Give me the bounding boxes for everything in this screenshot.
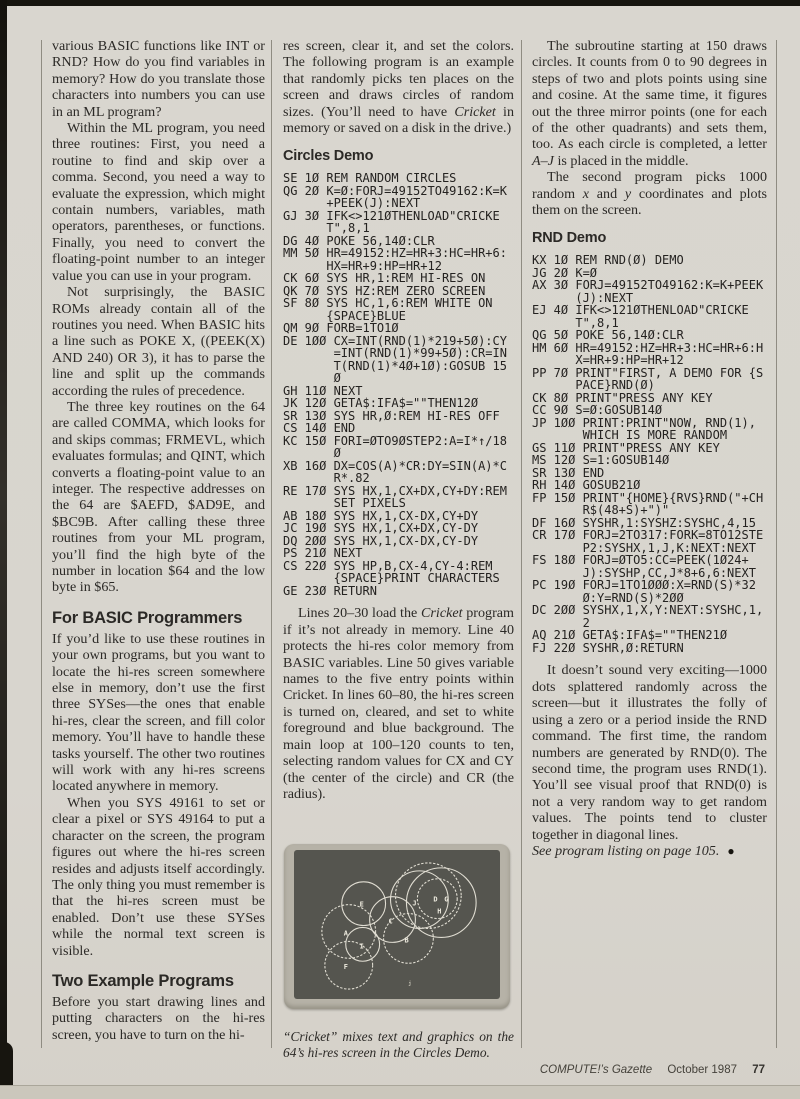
svg-text:H: H bbox=[437, 907, 442, 916]
text-run: Lines 20–30 load the bbox=[298, 605, 422, 622]
page-footer bbox=[440, 1064, 765, 1076]
footer-issue-date: October 1987 bbox=[667, 1064, 737, 1076]
svg-text:C: C bbox=[388, 917, 393, 926]
paragraph-col2-1 bbox=[283, 38, 514, 136]
listing-heading-rnd-demo: RND Demo bbox=[532, 230, 607, 247]
code-line: PP 7Ø PRINT"FIRST, A DEMO FOR {SPACE}RND(Ø) bbox=[532, 365, 764, 393]
text-run: y bbox=[624, 185, 632, 202]
column-1 bbox=[52, 38, 265, 1043]
code-line: FP 15Ø PRINT"{HOME}{RVS}RND("+CHR$(48+S)+")" bbox=[532, 490, 764, 518]
paragraph-col1-4: The three key routines on the 64 are called COMMA, which looks for and skips commas; FRMEVL, which evaluates formulas; and QINT, which converts a floating-point value to an integer. The respective addresses on the 64 are $AEFD, $AD9E, and $BC9B. After calling these three routines from your ML program, you’ll find the high byte of the number in location $64 and the low byte in $65. bbox=[52, 398, 265, 596]
code-line: AB 18Ø SYS HX,1,CX-DX,CY+DY bbox=[283, 508, 479, 523]
code-line: FJ 22Ø SYSHR,Ø:RETURN bbox=[532, 640, 684, 655]
text-run: x bbox=[582, 185, 590, 202]
code-line: RH 14Ø GOSUB21Ø bbox=[532, 478, 641, 493]
see-program-listing-note bbox=[532, 843, 767, 859]
paragraph-col1-5: If you’d like to use these routines in your own programs, but you want to locate the hi-res screen somewhere else in memory, don’t use the first three SYSes—the ones that enable hi-res, clear the screen, and fill color memory. You’ll have to handle these tasks yourself. The other two routines will work with any hi-res screens located anywhere in memory. bbox=[52, 630, 265, 795]
svg-text:G: G bbox=[444, 895, 449, 904]
code-line: MM 5Ø HR=49152:HZ=HR+3:HC=HR+6:HX=HR+9:HP=HR+12 bbox=[283, 246, 507, 273]
code-line: CC 9Ø S=Ø:GOSUB14Ø bbox=[532, 403, 663, 418]
svg-text:J: J bbox=[412, 899, 417, 908]
code-line: HM 6Ø HR=49152:HZ=HR+3:HC=HR+6:HX=HR+9:HP=HR+12 bbox=[532, 340, 764, 368]
code-line: EJ 4Ø IFK<>121ØTHENLOAD"CRICKET",8,1 bbox=[532, 303, 749, 330]
code-line: DQ 2ØØ SYS HX,1,CX-DX,CY-DY bbox=[283, 533, 479, 548]
code-line: JP 1ØØ PRINT:PRINT"NOW, RND(1), WHICH IS MORE RANDOM bbox=[532, 415, 764, 443]
text-run: program if it’s not already in memory. Line 40 protects the hi-res color memory from BASIC variables. Line 50 gives variable names to the five entry points within Cricket. In lines 60–80, the hi-res screen is turned on, cleared, and set to white foreground and blue background. The main loop at 100–120 counts to ten, selecting random values for CX and CY (the center of the circle) and CR (the radius). bbox=[283, 605, 514, 802]
code-line: QG 2Ø K=Ø:FORJ=49152TO49162:K=K+PEEK(J):NEXT bbox=[283, 183, 507, 211]
text-run: res screen, clear it, and set the colors. The following program is an example that randomly picks ten places on the screen and draws circles of random sizes. (You’ll need to have bbox=[283, 38, 514, 120]
code-line: JK 12Ø GETA$:IFA$=""THEN12Ø bbox=[283, 396, 479, 411]
scan-bottom-band bbox=[0, 1085, 800, 1099]
column-3 bbox=[532, 38, 767, 859]
column-2 bbox=[283, 38, 515, 1061]
paragraph-col1-1: various BASIC functions like INT or RND? How do you find variables in memory? How do you translate those characters into numbers you can use in an ML program? bbox=[52, 38, 265, 120]
code-line: GJ 3Ø IFK<>121ØTHENLOAD"CRICKET",8,1 bbox=[283, 208, 500, 236]
svg-text:A: A bbox=[343, 929, 348, 938]
paragraph-col3-3: It doesn’t sound very exciting—1000 dots splattered randomly across the screen—but it illustrates the folly of using a zero or a period inside the RND command. The first time, the random numbers are generated by RND(0). The second time, the program uses RND(1). You’ll see visual proof that RND(0) is not a very random way to get random values. The points tend to cluster together in diagonal lines. bbox=[532, 662, 767, 843]
paragraph-col1-7: Before you start drawing lines and putting characters on the hi-res screen, you have to turn on the hi- bbox=[52, 993, 265, 1043]
svg-text:D: D bbox=[433, 895, 438, 904]
paragraph-col3-1 bbox=[532, 38, 767, 169]
code-line: QG 5Ø POKE 56,14Ø:CLR bbox=[532, 328, 684, 343]
code-line: GE 23Ø RETURN bbox=[283, 583, 377, 598]
code-line: KX 1Ø REM RND(Ø) DEMO bbox=[532, 253, 684, 268]
code-line: DC 2ØØ SYSHX,1,X,Y:NEXT:SYSHC,1,2 bbox=[532, 603, 764, 630]
paragraph-col1-3: Not surprisingly, the BASIC ROMs already contain all of the routines you need. When BASIC hits a line such as POKE X, ((PEEK(X) AND 240) OR 3), it has to parse the line and split up the commands according the rules of precedence. bbox=[52, 284, 265, 399]
code-line: PS 21Ø NEXT bbox=[283, 546, 363, 561]
listing-heading-circles-demo: Circles Demo bbox=[283, 148, 374, 165]
column-rule-1-2 bbox=[271, 40, 272, 1048]
end-of-article-mark: ● bbox=[727, 843, 735, 858]
text-run: The subroutine starting at 150 draws circles. It counts from 0 to 90 degrees in steps of two and plots points using sine and cosine. At the same time, it figures out the three mirror points (one for each of the other quadrants) and sets them, too. As each circle is completed, a letter bbox=[532, 38, 767, 153]
code-line: AQ 21Ø GETA$:IFA$=""THEN21Ø bbox=[532, 628, 728, 643]
code-line: QK 7Ø SYS HZ:REM ZERO SCREEN bbox=[283, 283, 486, 298]
code-line: CS 22Ø SYS HP,B,CX-4,CY-4:REM {SPACE}PRINT CHARACTERS bbox=[283, 558, 500, 586]
section-heading-two-example-programs: Two Example Programs bbox=[52, 971, 234, 990]
code-line: AX 3Ø FORJ=49152TO49162:K=K+PEEK(J):NEXT bbox=[532, 278, 764, 305]
code-line: XB 16Ø DX=COS(A)*CR:DY=SIN(A)*CR*.82 bbox=[283, 458, 507, 486]
see-listing-text: See program listing on page 105. bbox=[532, 842, 720, 859]
code-line: SR 13Ø SYS HR,Ø:REM HI-RES OFF bbox=[283, 408, 500, 423]
text-run: is placed in the middle. bbox=[553, 152, 689, 169]
footer-magazine-name: COMPUTE!’s Gazette bbox=[539, 1064, 653, 1076]
paragraph-col1-6: When you SYS 49161 to set or clear a pixel or SYS 49164 to put a character on the screen, the program figures out where the hi-res screen resides and adjusts itself accordingly. The only thing you must remember is that the hi-res screen must be enabled. Don’t use these SYSes while the normal text screen is visible. bbox=[52, 794, 265, 959]
text-run: coordinates and plots them on the screen. bbox=[532, 185, 767, 219]
text-run: A–J bbox=[532, 152, 554, 169]
text-run: in memory or saved on a disk in the drive.) bbox=[283, 103, 514, 137]
code-line: DE 1ØØ CX=INT(RND(1)*219+5Ø):CY=INT(RND(1)*99+5Ø):CR=INT(RND(1)*4Ø+1Ø):GOSUB 15Ø bbox=[283, 333, 507, 386]
code-line: DG 4Ø POKE 56,14Ø:CLR bbox=[283, 233, 435, 248]
circles-demo-graphic bbox=[294, 850, 500, 999]
code-line: QM 9Ø FORB=1TO1Ø bbox=[283, 321, 399, 336]
text-run: The second program picks 1000 random bbox=[532, 169, 767, 202]
column-rule-2-3 bbox=[521, 40, 522, 1048]
code-line: PC 19Ø FORJ=1TO1ØØØ:X=RND(S)*32Ø:Y=RND(S)*2ØØ bbox=[532, 578, 756, 605]
section-heading-for-basic-programmers: For BASIC Programmers bbox=[52, 608, 243, 627]
monitor-photo bbox=[284, 844, 510, 1009]
code-line: MS 12Ø S=1:GOSUB14Ø bbox=[532, 453, 670, 468]
code-line: SE 1Ø REM RANDOM CIRCLES bbox=[283, 171, 457, 186]
text-run: Cricket bbox=[421, 605, 463, 622]
code-line: FS 18Ø FORJ=ØTO5:CC=PEEK(1Ø24+J):SYSHP,CC,J*8+6,6:NEXT bbox=[532, 553, 756, 580]
paragraph-col3-2 bbox=[532, 169, 767, 218]
paragraph-col2-2 bbox=[283, 605, 514, 802]
scan-edge-top bbox=[0, 0, 800, 6]
text-run: Cricket bbox=[454, 103, 496, 120]
code-line: CK 8Ø PRINT"PRESS ANY KEY bbox=[532, 390, 713, 405]
text-run: and bbox=[589, 185, 625, 202]
code-line: DF 16Ø SYSHR,1:SYSHZ:SYSHC,4,15 bbox=[532, 515, 756, 530]
code-line: CR 17Ø FORJ=2TO317:FORK=8TO12STEP2:SYSHX,1,J,K:NEXT:NEXT bbox=[532, 528, 764, 555]
svg-text:I: I bbox=[359, 942, 364, 951]
code-line: GS 11Ø PRINT"PRESS ANY KEY bbox=[532, 440, 720, 455]
crt-screen bbox=[294, 850, 500, 999]
code-line: RE 17Ø SYS HX,1,CX+DX,CY+DY:REM SET PIXELS bbox=[283, 483, 515, 511]
scan-edge-left bbox=[0, 0, 7, 1099]
listing-circles-demo bbox=[283, 172, 514, 597]
svg-text:F: F bbox=[343, 963, 348, 972]
footer-page-number: 77 bbox=[752, 1064, 765, 1076]
paragraph-col1-2: Within the ML program, you need three routines: First, you need a routine to find and skip over a comma. Second, you need a way to evaluate the expression, which might contain numbers, variables, math operators, parentheses, or functions. Finally, you need to convert the floating-point number to an integer value you can use in your program. bbox=[52, 120, 265, 284]
code-line: CS 14Ø END bbox=[283, 421, 356, 436]
photo-caption: “Cricket” mixes text and graphics on the 64’s hi-res screen in the Circles Demo. bbox=[283, 1029, 514, 1061]
code-line: GH 11Ø NEXT bbox=[283, 383, 363, 398]
svg-text:j: j bbox=[408, 981, 412, 988]
listing-rnd-demo bbox=[532, 254, 767, 654]
code-line: JC 19Ø SYS HX,1,CX+DX,CY-DY bbox=[283, 521, 479, 536]
svg-text:B: B bbox=[404, 936, 409, 945]
code-line: SR 13Ø END bbox=[532, 465, 605, 480]
code-line: SF 8Ø SYS HC,1,6:REM WHITE ON {SPACE}BLUE bbox=[283, 296, 500, 323]
code-line: JG 2Ø K=Ø bbox=[532, 265, 598, 280]
code-line: KC 15Ø FORI=ØTO9ØSTEP2:A=I*↑/18Ø bbox=[283, 433, 507, 461]
column-rule-left bbox=[41, 40, 42, 1048]
code-line: CK 6Ø SYS HR,1:REM HI-RES ON bbox=[283, 271, 486, 286]
svg-text:E: E bbox=[359, 900, 364, 909]
column-rule-right bbox=[776, 40, 777, 1048]
